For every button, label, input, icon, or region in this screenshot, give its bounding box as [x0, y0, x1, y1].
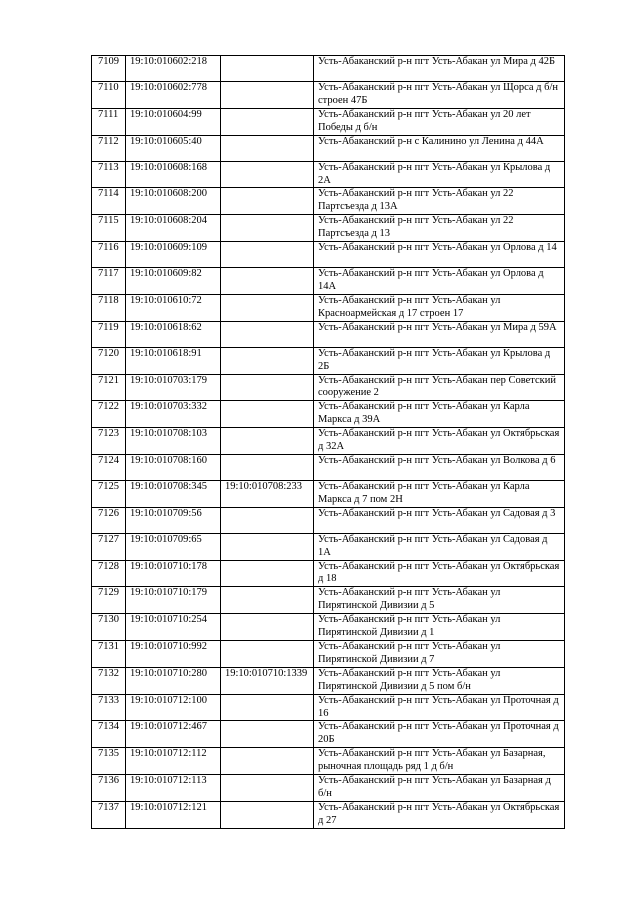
- related-cadastral-number: [221, 215, 314, 242]
- related-cadastral-number: [221, 454, 314, 480]
- cadastral-number: 19:10:010602:778: [126, 82, 221, 109]
- address: Усть-Абаканский р-н пгт Усть-Абакан ул 22 Партсъезда д 13: [314, 215, 565, 242]
- related-cadastral-number: [221, 321, 314, 347]
- address: Усть-Абаканский р-н пгт Усть-Абакан ул Крылова д 2Б: [314, 347, 565, 374]
- table-row: [92, 161, 565, 188]
- related-cadastral-number: [221, 82, 314, 109]
- related-cadastral-number: [221, 775, 314, 802]
- cadastral-number: 19:10:010608:168: [126, 161, 221, 188]
- registry-table: [91, 55, 565, 829]
- table-row: [92, 428, 565, 455]
- row-number: 7125: [92, 480, 126, 507]
- table-row: [92, 108, 565, 135]
- row-number: 7126: [92, 507, 126, 533]
- address: Усть-Абаканский р-н пгт Усть-Абакан ул 20 лет Победы д б/н: [314, 108, 565, 135]
- row-number: 7134: [92, 721, 126, 748]
- cadastral-number: 19:10:010712:112: [126, 748, 221, 775]
- row-number: 7136: [92, 775, 126, 802]
- related-cadastral-number: [221, 347, 314, 374]
- cadastral-number: 19:10:010710:992: [126, 641, 221, 668]
- table-row: [92, 748, 565, 775]
- related-cadastral-number: [221, 748, 314, 775]
- cadastral-number: 19:10:010712:467: [126, 721, 221, 748]
- cadastral-number: 19:10:010712:113: [126, 775, 221, 802]
- address: Усть-Абаканский р-н пгт Усть-Абакан ул Мира д 42Б: [314, 56, 565, 82]
- row-number: 7127: [92, 533, 126, 560]
- table-row: [92, 507, 565, 533]
- table-row: [92, 321, 565, 347]
- cadastral-number: 19:10:010709:65: [126, 533, 221, 560]
- row-number: 7110: [92, 82, 126, 109]
- row-number: 7112: [92, 135, 126, 161]
- address: Усть-Абаканский р-н пгт Усть-Абакан ул Орлова д 14: [314, 242, 565, 268]
- cadastral-number: 19:10:010703:332: [126, 401, 221, 428]
- table-row: [92, 775, 565, 802]
- table-row: [92, 641, 565, 668]
- related-cadastral-number: [221, 135, 314, 161]
- address: Усть-Абаканский р-н пгт Усть-Абакан ул Орлова д 14А: [314, 268, 565, 295]
- cadastral-number: 19:10:010712:100: [126, 694, 221, 721]
- related-cadastral-number: [221, 694, 314, 721]
- table-row: [92, 294, 565, 321]
- related-cadastral-number: [221, 721, 314, 748]
- row-number: 7116: [92, 242, 126, 268]
- address: Усть-Абаканский р-н пгт Усть-Абакан ул Проточная д 20Б: [314, 721, 565, 748]
- row-number: 7119: [92, 321, 126, 347]
- cadastral-number: 19:10:010712:121: [126, 801, 221, 828]
- cadastral-number: 19:10:010610:72: [126, 294, 221, 321]
- cadastral-number: 19:10:010618:62: [126, 321, 221, 347]
- related-cadastral-number: [221, 294, 314, 321]
- address: Усть-Абаканский р-н пгт Усть-Абакан ул Щорса д б/н строен 47Б: [314, 82, 565, 109]
- row-number: 7130: [92, 614, 126, 641]
- row-number: 7135: [92, 748, 126, 775]
- address: Усть-Абаканский р-н пгт Усть-Абакан ул 22 Партсъезда д 13А: [314, 188, 565, 215]
- cadastral-number: 19:10:010703:179: [126, 374, 221, 401]
- related-cadastral-number: [221, 560, 314, 587]
- related-cadastral-number: [221, 161, 314, 188]
- related-cadastral-number: 19:10:010710:1339: [221, 667, 314, 694]
- table-row: [92, 667, 565, 694]
- related-cadastral-number: [221, 641, 314, 668]
- address: Усть-Абаканский р-н пгт Усть-Абакан ул Крылова д 2А: [314, 161, 565, 188]
- related-cadastral-number: [221, 268, 314, 295]
- table-row: [92, 454, 565, 480]
- row-number: 7131: [92, 641, 126, 668]
- table-row: [92, 560, 565, 587]
- table-row: [92, 480, 565, 507]
- table-row: [92, 82, 565, 109]
- row-number: 7115: [92, 215, 126, 242]
- table-row: [92, 215, 565, 242]
- address: Усть-Абаканский р-н пгт Усть-Абакан пер Советский сооружение 2: [314, 374, 565, 401]
- cadastral-number: 19:10:010710:179: [126, 587, 221, 614]
- row-number: 7122: [92, 401, 126, 428]
- address: Усть-Абаканский р-н пгт Усть-Абакан ул Пирятинской Дивизии д 5: [314, 587, 565, 614]
- address: Усть-Абаканский р-н пгт Усть-Абакан ул Волкова д 6: [314, 454, 565, 480]
- table-row: [92, 347, 565, 374]
- table-row: [92, 694, 565, 721]
- table-row: [92, 721, 565, 748]
- related-cadastral-number: [221, 507, 314, 533]
- cadastral-number: 19:10:010609:82: [126, 268, 221, 295]
- address: Усть-Абаканский р-н с Калинино ул Ленина д 44А: [314, 135, 565, 161]
- cadastral-number: 19:10:010609:109: [126, 242, 221, 268]
- related-cadastral-number: 19:10:010708:233: [221, 480, 314, 507]
- cadastral-number: 19:10:010608:200: [126, 188, 221, 215]
- row-number: 7120: [92, 347, 126, 374]
- row-number: 7132: [92, 667, 126, 694]
- address: Усть-Абаканский р-н пгт Усть-Абакан ул Октябрьская д 18: [314, 560, 565, 587]
- table-row: [92, 135, 565, 161]
- related-cadastral-number: [221, 374, 314, 401]
- row-number: 7113: [92, 161, 126, 188]
- table-row: [92, 614, 565, 641]
- related-cadastral-number: [221, 56, 314, 82]
- address: Усть-Абаканский р-н пгт Усть-Абакан ул Пирятинской Дивизии д 5 пом б/н: [314, 667, 565, 694]
- related-cadastral-number: [221, 428, 314, 455]
- cadastral-number: 19:10:010604:99: [126, 108, 221, 135]
- row-number: 7114: [92, 188, 126, 215]
- cadastral-number: 19:10:010605:40: [126, 135, 221, 161]
- table-row: [92, 401, 565, 428]
- address: Усть-Абаканский р-н пгт Усть-Абакан ул Красноармейская д 17 строен 17: [314, 294, 565, 321]
- table-row: [92, 587, 565, 614]
- address: Усть-Абаканский р-н пгт Усть-Абакан ул Карла Маркса д 7 пом 2Н: [314, 480, 565, 507]
- cadastral-number: 19:10:010608:204: [126, 215, 221, 242]
- table-body: [92, 56, 565, 829]
- related-cadastral-number: [221, 401, 314, 428]
- row-number: 7117: [92, 268, 126, 295]
- related-cadastral-number: [221, 108, 314, 135]
- row-number: 7137: [92, 801, 126, 828]
- cadastral-number: 19:10:010602:218: [126, 56, 221, 82]
- related-cadastral-number: [221, 801, 314, 828]
- table-row: [92, 268, 565, 295]
- row-number: 7118: [92, 294, 126, 321]
- address: Усть-Абаканский р-н пгт Усть-Абакан ул Садовая д 1А: [314, 533, 565, 560]
- table-row: [92, 56, 565, 82]
- row-number: 7129: [92, 587, 126, 614]
- row-number: 7128: [92, 560, 126, 587]
- cadastral-number: 19:10:010710:178: [126, 560, 221, 587]
- table-row: [92, 242, 565, 268]
- address: Усть-Абаканский р-н пгт Усть-Абакан ул Карла Маркса д 39А: [314, 401, 565, 428]
- table-row: [92, 188, 565, 215]
- address: Усть-Абаканский р-н пгт Усть-Абакан ул Базарная, рыночная площадь ряд 1 д б/н: [314, 748, 565, 775]
- related-cadastral-number: [221, 614, 314, 641]
- address: Усть-Абаканский р-н пгт Усть-Абакан ул Октябрьская д 27: [314, 801, 565, 828]
- related-cadastral-number: [221, 242, 314, 268]
- cadastral-number: 19:10:010708:345: [126, 480, 221, 507]
- address: Усть-Абаканский р-н пгт Усть-Абакан ул Мира д 59А: [314, 321, 565, 347]
- cadastral-number: 19:10:010709:56: [126, 507, 221, 533]
- row-number: 7111: [92, 108, 126, 135]
- table-row: [92, 533, 565, 560]
- address: Усть-Абаканский р-н пгт Усть-Абакан ул Октябрьская д 32А: [314, 428, 565, 455]
- related-cadastral-number: [221, 587, 314, 614]
- table-row: [92, 374, 565, 401]
- address: Усть-Абаканский р-н пгт Усть-Абакан ул Пирятинской Дивизии д 1: [314, 614, 565, 641]
- cadastral-number: 19:10:010708:160: [126, 454, 221, 480]
- cadastral-number: 19:10:010710:254: [126, 614, 221, 641]
- cadastral-number: 19:10:010708:103: [126, 428, 221, 455]
- address: Усть-Абаканский р-н пгт Усть-Абакан ул Проточная д 16: [314, 694, 565, 721]
- row-number: 7124: [92, 454, 126, 480]
- row-number: 7133: [92, 694, 126, 721]
- cadastral-number: 19:10:010710:280: [126, 667, 221, 694]
- cadastral-number: 19:10:010618:91: [126, 347, 221, 374]
- address: Усть-Абаканский р-н пгт Усть-Абакан ул Базарная д б/н: [314, 775, 565, 802]
- row-number: 7109: [92, 56, 126, 82]
- table-row: [92, 801, 565, 828]
- row-number: 7123: [92, 428, 126, 455]
- address: Усть-Абаканский р-н пгт Усть-Абакан ул Пирятинской Дивизии д 7: [314, 641, 565, 668]
- related-cadastral-number: [221, 533, 314, 560]
- row-number: 7121: [92, 374, 126, 401]
- related-cadastral-number: [221, 188, 314, 215]
- address: Усть-Абаканский р-н пгт Усть-Абакан ул Садовая д 3: [314, 507, 565, 533]
